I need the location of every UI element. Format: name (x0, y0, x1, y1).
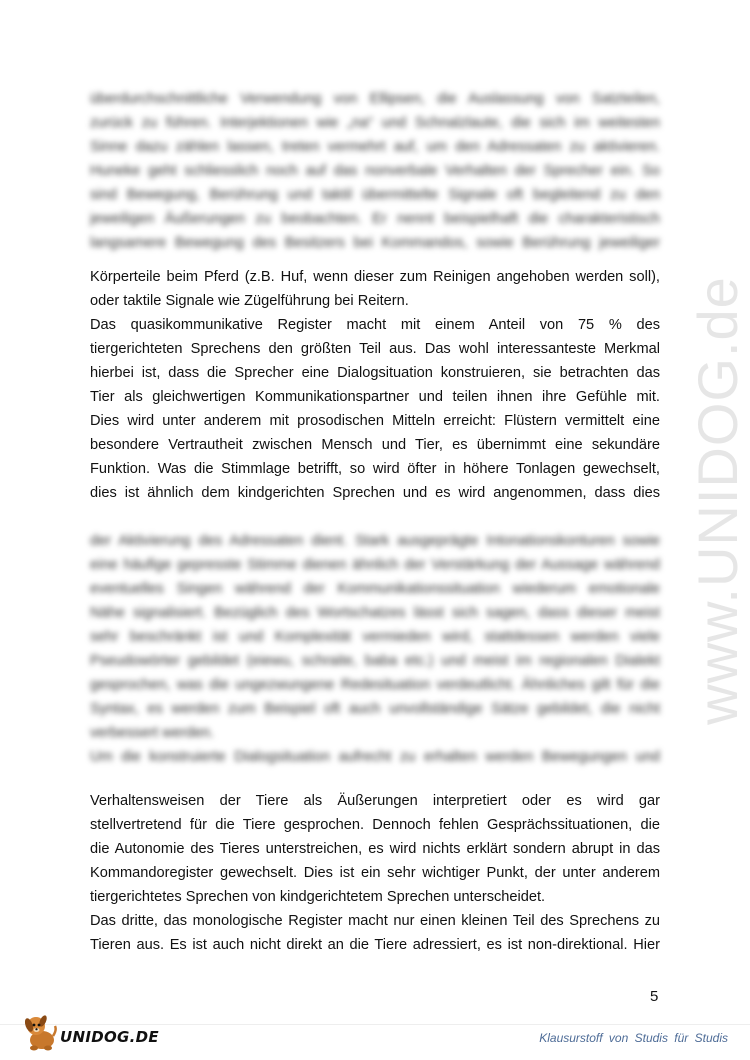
text-line: sehr beschränkt ist und Komplexität vermieden wird, stattdessen werden viele (90, 629, 660, 645)
text-line: hierbei ist, dass die Sprecher eine Dialogsituation konstruieren, sie betrachten das (90, 365, 660, 381)
text-line: eventuelles Singen während der Kommunikationssituation wiederum emotionale (90, 581, 660, 597)
text-line: Um die konstruierte Dialogsituation aufrecht zu erhalten werden Bewegungen und (90, 749, 660, 765)
blurred-paragraph-top (90, 87, 660, 255)
unidog-logo (22, 1012, 159, 1052)
text-line: besondere Vertrautheit zwischen Mensch und Tier, es übernimmt eine sekundäre (90, 437, 660, 453)
footer-tagline: Klausurstoff von Studis für Studis (539, 1031, 728, 1045)
visible-paragraph-b (90, 789, 660, 957)
text-line: Das quasikommunikative Register macht mit einem Anteil von 75 % des (90, 317, 660, 333)
text-line: die Autonomie des Tieres unterstreichen, es wird nichts erklärt sondern abrupt in das (90, 841, 660, 857)
dog-mascot-icon (22, 1012, 58, 1052)
page-number: 5 (650, 988, 659, 1005)
text-line: eine häufige gepresste Stimme dienen ähnlich der Verstärkung der Aussage während (90, 557, 660, 573)
text-line: der Aktivierung des Adressaten dient. Stark ausgeprägte Intonationskonturen sowie (90, 533, 660, 549)
watermark-text: www.UNIDOG.de (685, 275, 749, 725)
watermark (647, 265, 750, 735)
text-line: oder taktile Signale wie Zügelführung bei Reitern. (90, 293, 409, 309)
logo-text: UNIDOG.DE (60, 1028, 159, 1046)
text-line: dies ist ähnlich dem kindgerichten Sprechen und es wird angenommen, dass dies (90, 485, 660, 501)
text-line: Tieren aus. Es ist auch nicht direkt an die Tiere adressiert, es ist non-direktional. Hier (90, 937, 660, 953)
blurred-paragraph-middle (90, 529, 660, 769)
text-line: Kommandoregister gewechselt. Dies ist ein sehr wichtiger Punkt, der unter anderem (90, 865, 660, 881)
text-line: sind Bewegung, Berührung und taktil übermittelte Signale oft begleitend zu den (90, 187, 660, 203)
text-line: Körperteile beim Pferd (z.B. Huf, wenn dieser zum Reinigen angehoben werden soll), (90, 269, 660, 285)
text-line: Syntax, es werden zum Beispiel oft auch unvollständige Sätze gebildet, die nicht (90, 701, 660, 717)
text-line: Nähe signalisiert. Bezüglich des Wortschatzes lässt sich sagen, dass dieser meist (90, 605, 660, 621)
text-line: Das dritte, das monologische Register macht nur einen kleinen Teil des Sprechens zu (90, 913, 660, 929)
text-line: überdurchschnittliche Verwendung von Ellipsen, die Auslassung von Satzteilen, (90, 91, 660, 107)
text-line: Dies wird unter anderem mit prosodischen Mitteln erreicht: Flüstern vermittelt eine (90, 413, 660, 429)
text-line: verbessert werden. (90, 725, 215, 741)
text-line: zurück zu führen. Interjektionen wie „na“ und Schnalzlaute, die sich im weitesten (90, 115, 660, 131)
text-line: tiergerichteten Sprechens den größten Teil aus. Das wohl interessanteste Merkmal (90, 341, 660, 357)
text-line: Pseudowörter gebildet (eiewu, schraite, baba etc.) und meist im regionalen Dialekt (90, 653, 660, 669)
text-line: Tier als gleichwertigen Kommunikationspartner und teilen ihnen ihre Gefühle mit. (90, 389, 660, 405)
text-line: langsamere Bewegung des Besitzers bei Kommandos, sowie Berührung jeweiliger (90, 235, 660, 251)
text-line: jeweiligen Äußerungen zu beobachten. Er nennt beispielhaft die charakteristisch (90, 211, 660, 227)
text-line: gesprochen, was die ungezwungene Redesituation verdeutlicht. Ähnliches gilt für die (90, 677, 660, 693)
visible-paragraph-a (90, 265, 660, 505)
text-line: Funktion. Was die Stimmlage betrifft, so wird öfter in höhere Tonlagen gewechselt, (90, 461, 660, 477)
text-line: tiergerichtetes Sprechen von kindgerichtetem Sprechen unterscheidet. (90, 889, 546, 905)
text-line: stellvertretend für die Tiere gesprochen. Dennoch fehlen Gesprächssituationen, die (90, 817, 660, 833)
text-line: Huneke geht schliesslich noch auf das nonverbale Verhalten der Sprecher ein. So (90, 163, 660, 179)
text-line: Verhaltensweisen der Tiere als Äußerungen interpretiert oder es wird gar (90, 793, 660, 809)
text-line: Sinne dazu zählen lassen, treten vermehrt auf, um den Adressaten zu aktivieren. (90, 139, 660, 155)
